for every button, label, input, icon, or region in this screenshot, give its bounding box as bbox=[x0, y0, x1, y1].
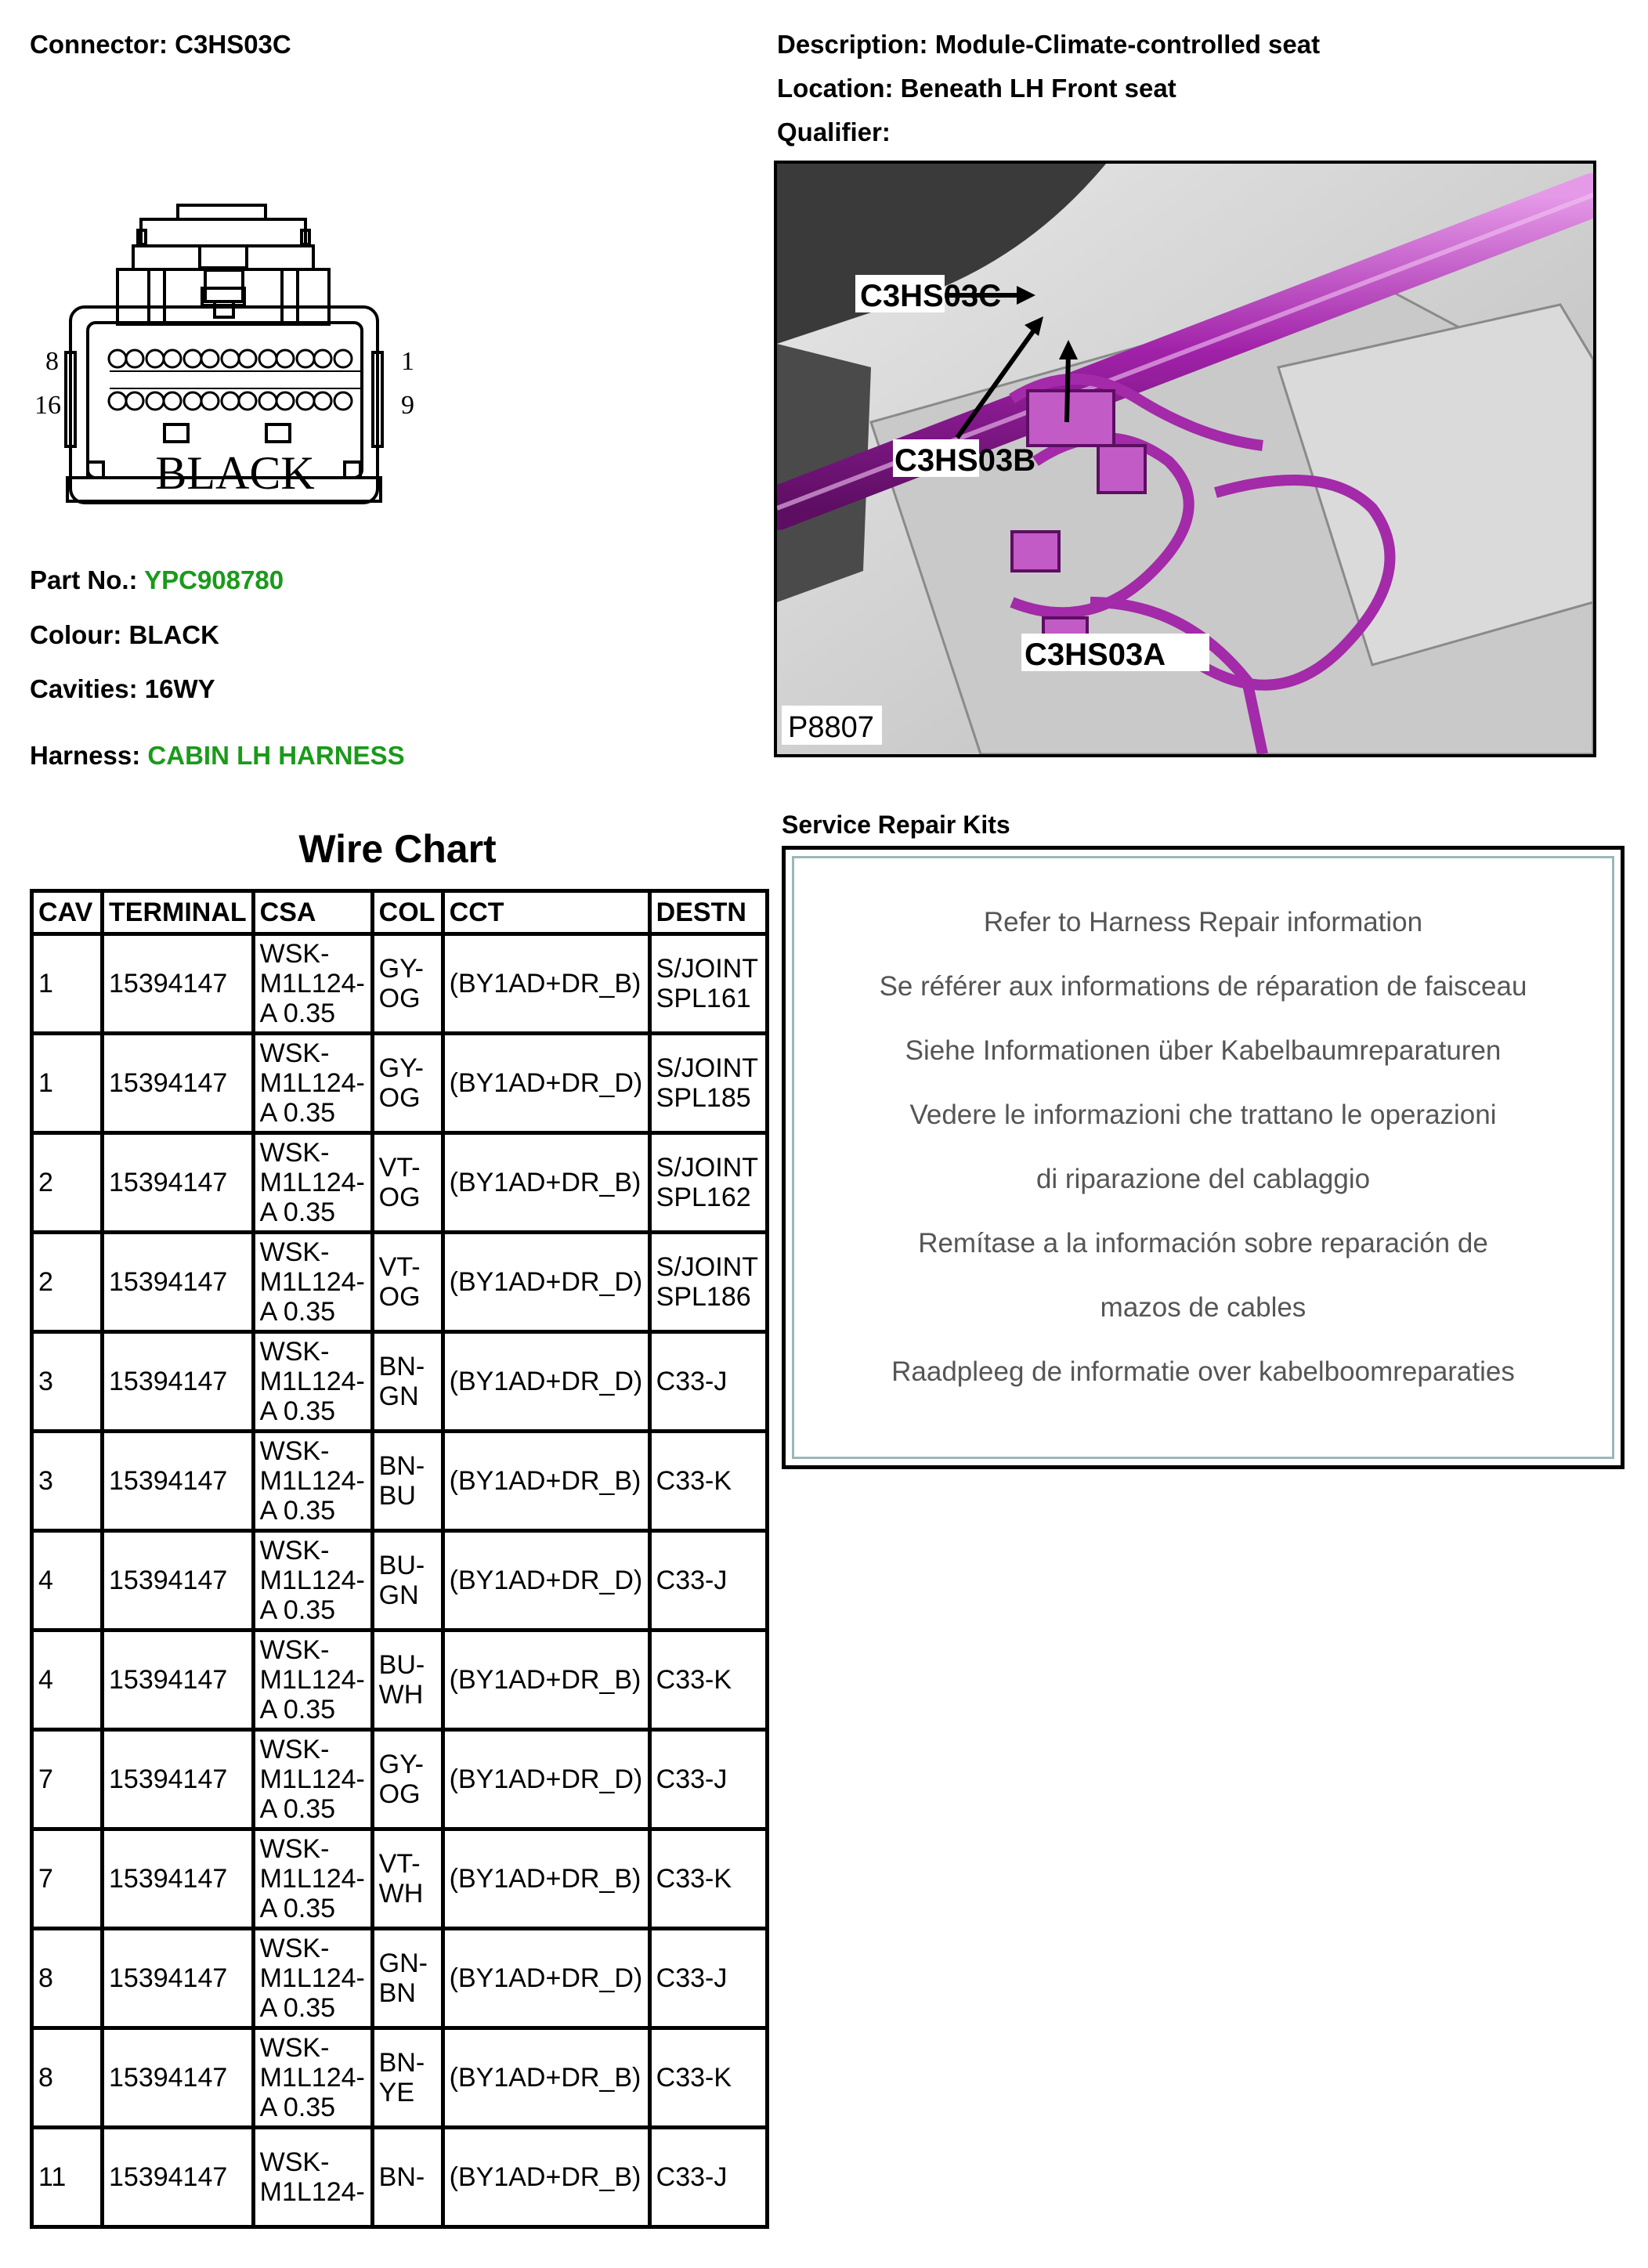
cell-col: BN- bbox=[372, 2128, 443, 2227]
cell-cav: 1 bbox=[32, 1034, 103, 1133]
cell-csa: WSK- M1L124- A 0.35 bbox=[253, 1034, 372, 1133]
repair-info-line: Raadpleeg de informatie over kabelboomreparaties bbox=[891, 1356, 1515, 1387]
cell-cct: (BY1AD+DR_B) bbox=[443, 2028, 649, 2128]
table-row bbox=[32, 2128, 768, 2227]
cavities-line bbox=[30, 674, 215, 704]
header-cct: CCT bbox=[443, 891, 649, 934]
cell-cct: (BY1AD+DR_D) bbox=[443, 1531, 649, 1631]
cell-col: BN- YE bbox=[372, 2028, 443, 2128]
cell-destn: S/JOINT SPL162 bbox=[649, 1133, 767, 1233]
repair-info-line: di riparazione del cablaggio bbox=[1035, 1164, 1371, 1194]
cell-cav: 1 bbox=[32, 934, 103, 1034]
connector-id: C3HS03C bbox=[175, 30, 291, 59]
cell-csa: WSK- M1L124- A 0.35 bbox=[253, 2028, 372, 2128]
location-value: Beneath LH Front seat bbox=[900, 74, 1176, 103]
cell-csa: WSK- M1L124- A 0.35 bbox=[253, 1730, 372, 1829]
callout-c3hs03b: C3HS03B bbox=[894, 443, 1036, 478]
cell-csa: WSK- M1L124- A 0.35 bbox=[253, 1531, 372, 1631]
pin-label-9: 9 bbox=[401, 391, 414, 420]
cell-destn: S/JOINT SPL161 bbox=[649, 934, 767, 1034]
cell-terminal: 15394147 bbox=[103, 1829, 254, 1929]
cell-terminal: 15394147 bbox=[103, 1531, 254, 1631]
cell-destn: S/JOINT SPL185 bbox=[649, 1034, 767, 1133]
repair-info-line: Refer to Harness Repair information bbox=[983, 907, 1423, 937]
cell-cct: (BY1AD+DR_B) bbox=[443, 1432, 649, 1531]
cell-col: GY- OG bbox=[372, 934, 443, 1034]
cell-cct: (BY1AD+DR_B) bbox=[443, 1631, 649, 1730]
cell-col: BN- GN bbox=[372, 1332, 443, 1432]
cell-destn: C33-J bbox=[649, 1929, 767, 2028]
cell-cav: 4 bbox=[32, 1631, 103, 1730]
table-row bbox=[32, 2028, 768, 2128]
cell-cct: (BY1AD+DR_B) bbox=[443, 1133, 649, 1233]
cell-col: VT- WH bbox=[372, 1829, 443, 1929]
cell-cav: 8 bbox=[32, 2028, 103, 2128]
cell-col: GY- OG bbox=[372, 1034, 443, 1133]
table-row bbox=[32, 1332, 768, 1432]
wire-table-header-row bbox=[32, 891, 768, 934]
cell-cav: 3 bbox=[32, 1432, 103, 1531]
cell-csa: WSK- M1L124- A 0.35 bbox=[253, 934, 372, 1034]
cell-terminal: 15394147 bbox=[103, 1233, 254, 1332]
cell-csa: WSK- M1L124- A 0.35 bbox=[253, 1631, 372, 1730]
connector-heading bbox=[30, 30, 291, 60]
location-label: Location: bbox=[777, 74, 894, 103]
service-repair-kits-box bbox=[782, 846, 1625, 1469]
cell-col: VT- OG bbox=[372, 1133, 443, 1233]
cell-cct: (BY1AD+DR_B) bbox=[443, 1829, 649, 1929]
table-row bbox=[32, 1929, 768, 2028]
table-row bbox=[32, 1730, 768, 1829]
header-csa: CSA bbox=[253, 891, 372, 934]
cell-col: GY- OG bbox=[372, 1730, 443, 1829]
header-destn: DESTN bbox=[649, 891, 767, 934]
cell-col: BU- GN bbox=[372, 1531, 443, 1631]
table-row bbox=[32, 934, 768, 1034]
repair-info-line: mazos de cables bbox=[1100, 1292, 1306, 1323]
part-no-label: Part No.: bbox=[30, 565, 138, 594]
cell-terminal: 15394147 bbox=[103, 1133, 254, 1233]
harness-line bbox=[30, 741, 405, 771]
cell-col: BU- WH bbox=[372, 1631, 443, 1730]
repair-info-line: Siehe Informationen über Kabelbaumreparaturen bbox=[905, 1035, 1502, 1066]
cell-cct: (BY1AD+DR_D) bbox=[443, 1332, 649, 1432]
cell-cav: 2 bbox=[32, 1133, 103, 1233]
connector-label: Connector: bbox=[30, 30, 168, 59]
table-row bbox=[32, 1432, 768, 1531]
service-repair-kits-title: Service Repair Kits bbox=[782, 811, 1010, 839]
table-row bbox=[32, 1829, 768, 1929]
cell-col: GN- BN bbox=[372, 1929, 443, 2028]
cell-csa: WSK- M1L124- A 0.35 bbox=[253, 1133, 372, 1233]
wire-chart-title: Wire Chart bbox=[298, 827, 497, 871]
cavities-label: Cavities: bbox=[30, 674, 138, 703]
qualifier-line bbox=[777, 117, 891, 147]
description-value: Module-Climate-controlled seat bbox=[934, 30, 1321, 59]
cell-cav: 8 bbox=[32, 1929, 103, 2028]
header-col: COL bbox=[372, 891, 443, 934]
cell-csa: WSK- M1L124- A 0.35 bbox=[253, 1829, 372, 1929]
callout-c3hs03c: C3HS03C bbox=[860, 279, 1002, 313]
cell-destn: C33-K bbox=[649, 1829, 767, 1929]
header-cav: CAV bbox=[32, 891, 103, 934]
cell-destn: C33-K bbox=[649, 1432, 767, 1531]
cell-terminal: 15394147 bbox=[103, 1432, 254, 1531]
cavities-value: 16WY bbox=[144, 674, 215, 703]
table-row bbox=[32, 1631, 768, 1730]
callout-c3hs03a: C3HS03A bbox=[1025, 637, 1166, 672]
cell-cav: 7 bbox=[32, 1730, 103, 1829]
cell-cav: 2 bbox=[32, 1233, 103, 1332]
table-row bbox=[32, 1034, 768, 1133]
cell-csa: WSK- M1L124- A 0.35 bbox=[253, 1332, 372, 1432]
cell-csa: WSK- M1L124- A 0.35 bbox=[253, 1432, 372, 1531]
harness-link[interactable]: CABIN LH HARNESS bbox=[147, 741, 405, 770]
location-photo-svg bbox=[777, 164, 1593, 754]
location-photo bbox=[774, 161, 1596, 757]
figure-id: P8807 bbox=[788, 711, 874, 744]
part-no-link[interactable]: YPC908780 bbox=[144, 565, 284, 594]
qualifier-label: Qualifier: bbox=[777, 117, 891, 146]
table-row bbox=[32, 1233, 768, 1332]
repair-info-line: Remítase a la información sobre reparación de bbox=[918, 1228, 1488, 1259]
cell-terminal: 15394147 bbox=[103, 1730, 254, 1829]
pin-label-1: 1 bbox=[401, 347, 414, 376]
cell-destn: C33-J bbox=[649, 1730, 767, 1829]
cell-destn: C33-K bbox=[649, 2028, 767, 2128]
cell-destn: C33-K bbox=[649, 1631, 767, 1730]
cell-terminal: 15394147 bbox=[103, 2128, 254, 2227]
description-label: Description: bbox=[777, 30, 928, 59]
cell-terminal: 15394147 bbox=[103, 934, 254, 1034]
cell-cct: (BY1AD+DR_D) bbox=[443, 1034, 649, 1133]
cell-col: VT- OG bbox=[372, 1233, 443, 1332]
colour-line bbox=[30, 620, 219, 650]
table-row bbox=[32, 1133, 768, 1233]
cell-terminal: 15394147 bbox=[103, 1034, 254, 1133]
pin-label-16: 16 bbox=[34, 391, 61, 420]
repair-info-line: Se référer aux informations de réparation de faisceau bbox=[879, 971, 1527, 1002]
cell-cav: 11 bbox=[32, 2128, 103, 2227]
cell-cav: 3 bbox=[32, 1332, 103, 1432]
colour-value: BLACK bbox=[128, 620, 219, 649]
cell-csa: WSK- M1L124- A 0.35 bbox=[253, 1233, 372, 1332]
part-no-line bbox=[30, 565, 284, 595]
harness-label: Harness: bbox=[30, 741, 141, 770]
colour-label: Colour: bbox=[30, 620, 122, 649]
cell-destn: C33-J bbox=[649, 1531, 767, 1631]
cell-csa: WSK- M1L124- bbox=[253, 2128, 372, 2227]
cell-destn: C33-J bbox=[649, 1332, 767, 1432]
table-row bbox=[32, 1531, 768, 1631]
cell-cct: (BY1AD+DR_D) bbox=[443, 1233, 649, 1332]
cell-cct: (BY1AD+DR_B) bbox=[443, 934, 649, 1034]
cell-terminal: 15394147 bbox=[103, 1929, 254, 2028]
cell-csa: WSK- M1L124- A 0.35 bbox=[253, 1929, 372, 2028]
service-repair-kits-inner bbox=[792, 856, 1614, 1459]
cell-cct: (BY1AD+DR_D) bbox=[443, 1730, 649, 1829]
cell-cav: 4 bbox=[32, 1531, 103, 1631]
cell-terminal: 15394147 bbox=[103, 1332, 254, 1432]
cell-cct: (BY1AD+DR_D) bbox=[443, 1929, 649, 2028]
cell-col: BN- BU bbox=[372, 1432, 443, 1531]
cell-destn: S/JOINT SPL186 bbox=[649, 1233, 767, 1332]
pin-label-8: 8 bbox=[45, 347, 59, 376]
cell-destn: C33-J bbox=[649, 2128, 767, 2227]
description-line bbox=[777, 30, 1320, 60]
cell-terminal: 15394147 bbox=[103, 1631, 254, 1730]
wire-chart-table bbox=[30, 889, 769, 2229]
cell-terminal: 15394147 bbox=[103, 2028, 254, 2128]
repair-info-line: Vedere le informazioni che trattano le operazioni bbox=[909, 1100, 1497, 1130]
header-terminal: TERMINAL bbox=[103, 891, 254, 934]
location-line bbox=[777, 74, 1176, 103]
cell-cav: 7 bbox=[32, 1829, 103, 1929]
cell-cct: (BY1AD+DR_B) bbox=[443, 2128, 649, 2227]
connector-colour-caption: BLACK bbox=[155, 447, 315, 499]
